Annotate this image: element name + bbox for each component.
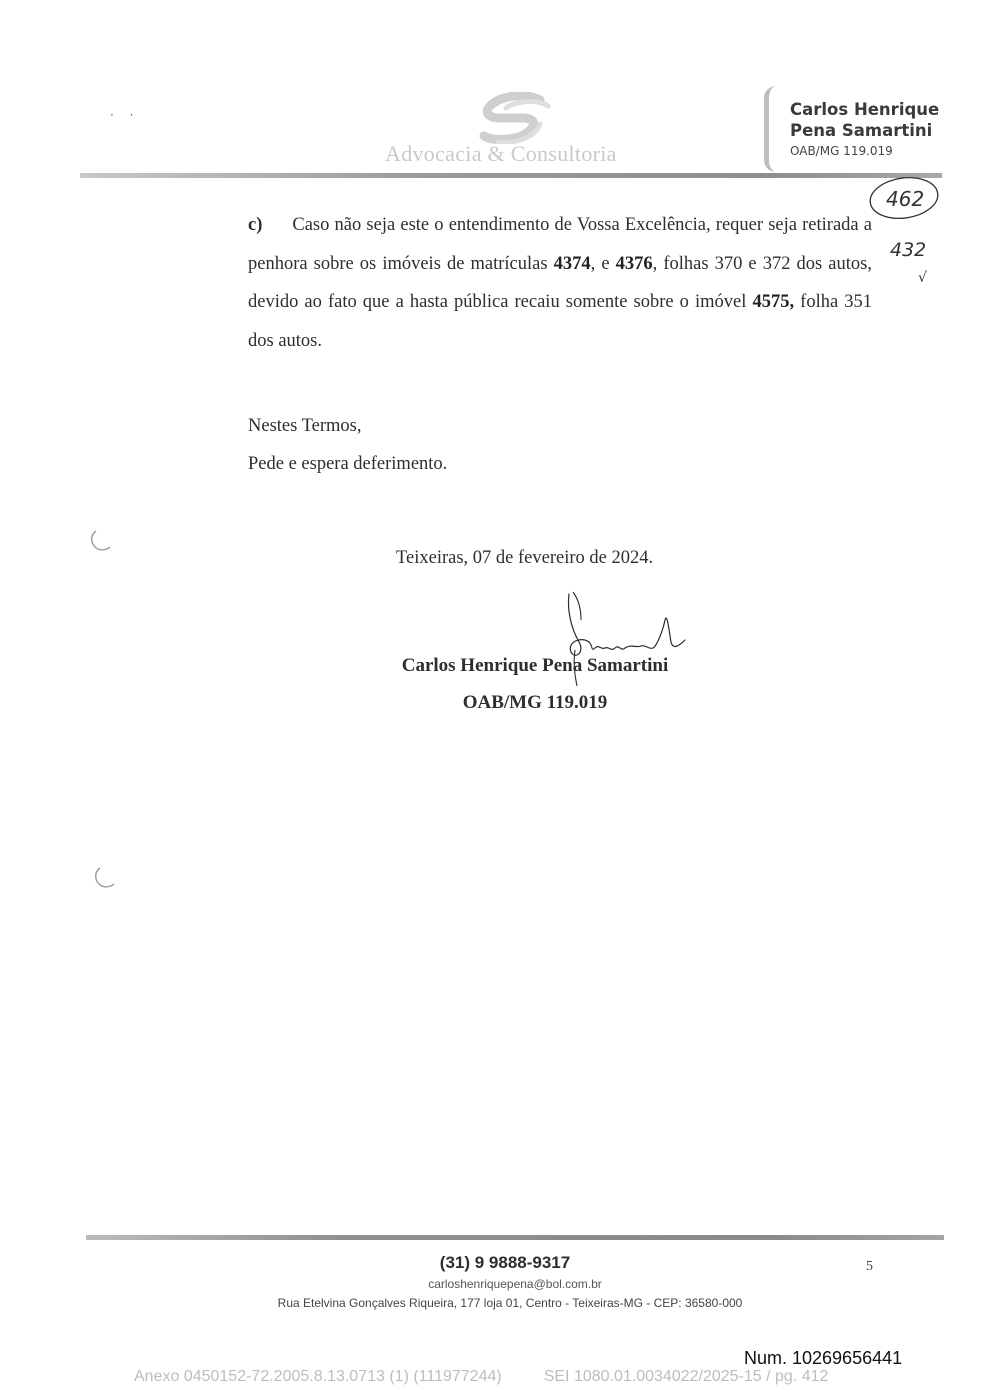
circled-number-text: 462 — [886, 187, 925, 211]
annex-line — [134, 1368, 864, 1386]
check-mark-text: √ — [918, 270, 927, 286]
para-text-3: , folhas 370 e 372 dos autos, devido ao fato que a hasta pública recaiu somente sobre o imóvel — [248, 253, 872, 312]
para-text-2: , e — [590, 253, 616, 274]
footer-address: Rua Etelvina Gonçalves Riqueira, 177 loja 01, Centro - Teixeiras-MG - CEP: 36580-000 — [277, 1296, 743, 1310]
matricula-3: 4575, — [752, 292, 795, 312]
item-label: c) — [248, 215, 263, 235]
header-name-line2: Pena Samartini — [790, 121, 933, 140]
annex-reference: Anexo 0450152-72.2005.8.13.0713 (1) (111977244) — [134, 1368, 502, 1385]
second-number-text: 432 — [890, 239, 927, 261]
logo-icon — [478, 92, 558, 144]
header-divider — [764, 86, 783, 172]
closing-block — [248, 407, 648, 483]
header-lawyer-name — [790, 99, 950, 141]
header-rule — [80, 173, 942, 178]
punch-hole-mark — [88, 527, 114, 553]
signatory-oab: OAB/MG 119.019 — [462, 692, 608, 713]
page-number: 5 — [866, 1259, 873, 1274]
request-paragraph — [248, 206, 872, 360]
punch-hole-mark — [92, 864, 118, 890]
footer-phone: (31) 9 9888-9317 — [439, 1253, 571, 1272]
signatory-name: Carlos Henrique Pena Samartini — [401, 655, 669, 676]
date-line: Teixeiras, 07 de fevereiro de 2024. — [396, 548, 654, 568]
logo-text: Advocacia & Consultoria — [385, 141, 617, 166]
closing-line-2: Pede e espera deferimento. — [248, 454, 448, 474]
sei-reference: SEI 1080.01.0034022/2025-15 / pg. 412 — [543, 1368, 829, 1385]
closing-line-1: Nestes Termos, — [248, 416, 362, 436]
document-number-stamp: Num. 10269656441 — [744, 1348, 903, 1368]
footer-email: carloshenriquepena@bol.com.br — [428, 1277, 602, 1291]
para-text-4: folha 351 dos autos. — [248, 292, 872, 351]
header-name-line1: Carlos Henrique — [790, 100, 940, 119]
handwritten-page-annotation — [866, 176, 946, 288]
matricula-2: 4376 — [615, 253, 653, 274]
edge-dots: · · — [110, 108, 140, 122]
para-text-1: Caso não seja este o entendimento de Vossa Excelência, requer seja retirada a penhora sobre os imóveis de matrículas — [248, 215, 872, 274]
footer-rule — [86, 1235, 944, 1240]
matricula-1: 4374 — [553, 253, 591, 274]
header-oab: OAB/MG 119.019 — [790, 144, 893, 158]
